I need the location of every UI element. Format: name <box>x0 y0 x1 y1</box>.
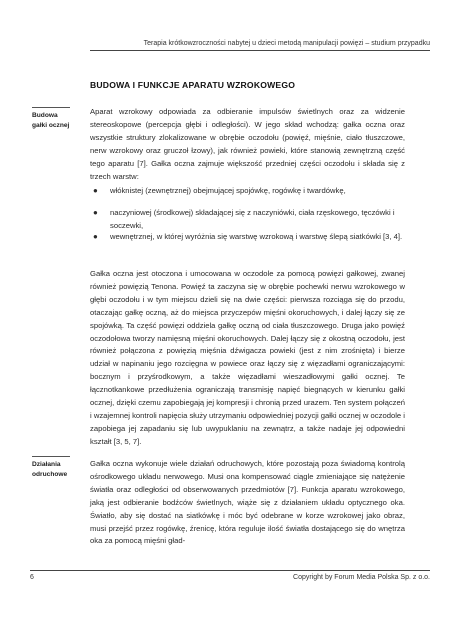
list-item-text: włóknistej (zewnętrznej) obejmującej spojówkę, rogówkę i twardówkę, <box>110 186 346 195</box>
list-item <box>90 207 410 233</box>
list-item <box>90 185 410 198</box>
footer-divider <box>30 570 430 571</box>
bullet-icon: ● <box>93 186 98 195</box>
paragraph-text: Aparat wzrokowy odpowiada za odbieranie impulsów świetlnych oraz za widzenie stereoskopowe (percepcja głębi i odległości). W jego skład wchodzą: gałka oczna oraz wszystkie struktury zlokalizowane w obrębie oczodołu (powięź, mięśnie, ciało tłuszczowe, nerw wzrokowy oraz gruczoł łzowy), jak również powieki, które stanowią zewnętrzną część tego aparatu [7]. Gałka oczna zajmuje większość przedniej części oczodołu i składa się z trzech warstw: <box>90 107 405 181</box>
paragraph-reflex <box>90 458 405 548</box>
list-item-text: wewnętrznej, w której wyróżnia się warstwę wzrokową i warstwę ślepą siatkówki [3, 4]. <box>110 232 403 241</box>
sidebar-label-eye-structure: Budowa gałki ocznej <box>32 107 70 131</box>
section-title: BUDOWA I FUNKCJE APARATU WZROKOWEGO <box>90 80 296 90</box>
list-item <box>90 231 410 244</box>
paragraph-text: Gałka oczna jest otoczona i umocowana w oczodole za pomocą powięzi gałkowej, zwanej również powięzią Tenona. Powięź ta zaczyna się w obrębie pochewki nerwu wzrokowego w głębi oczodołu i w tym miejscu dzieli się na dwie części: pierwsza rozciąga się do przodu, otaczając gałkę oczną, aż do miejsca przyczepów mięśni okoruchowych, i dalej łączy się ze spojówką. Ta część powięzi oddziela gałkę oczną od ciała tłuszczowego. Druga jako powięź oczodołowa tworzy namięsną mięśni okoruchowych. Dalej łączy się z okostną oczodołu, jest również połączona z powięzią mięśnia dźwigacza powieki (jest z nim zrośnięta) i bierze udział w napinaniu jego rozcięgna w powiece oraz łączy się z więzadłami ograniczającymi: bocznym i przyśrodkowym, a także więzadłami wieszadłowymi gałki ocznej. Te łącznotkankowe przedłużenia ograniczają transmisję napięć biegnących w kierunku gałki ocznej, dzięki czemu zapobiegają jej kompresji i chronią przed urazem. Ten system połączeń i wzajemnej kontroli napięcia służy utrzymaniu odpowiedniej pozycji gałki ocznej w oczodole i zapobiega jej zapadaniu się lub uwypuklaniu na zewnątrz, a także nadaje jej odpowiedni kształt [3, 5, 7]. <box>90 269 405 446</box>
paragraph-fascia <box>90 268 405 449</box>
list-item-text: naczyniowej (środkowej) składającej się z naczyniówki, ciała rzęskowego, tęczówki i soczewki, <box>110 208 395 230</box>
page-number: 6 <box>30 574 34 581</box>
bullet-icon: ● <box>93 232 98 241</box>
footer-copyright: Copyright by Forum Media Polska Sp. z o.o. <box>293 574 430 581</box>
paragraph-intro <box>90 106 405 183</box>
bullet-icon: ● <box>93 208 98 217</box>
running-header: Terapia krótkowzroczności nabytej u dzieci metodą manipulacji powięzi – studium przypadku <box>90 40 430 51</box>
paragraph-text: Gałka oczna wykonuje wiele działań odruchowych, które pozostają poza świadomą kontrolą ośrodkowego układu nerwowego. Musi ona kompensować ciągle zmieniające się natężenie światła oraz odległości od obserwowanych przedmiotów [7]. Funkcja aparatu wzrokowego, jaką jest odbieranie bodźców świetlnych, wiąże się z działaniem układu optycznego oka. Światło, aby się dostać na siatkówkę i móc być odebrane w korze wzrokowej jako obraz, musi przejść przez rogówkę, źrenicę, która reguluje ilość światła dostającego się do wnętrza oka za pomocą mięśni gład- <box>90 459 405 546</box>
sidebar-label-reflex-actions: Działania odruchowe <box>32 456 70 480</box>
